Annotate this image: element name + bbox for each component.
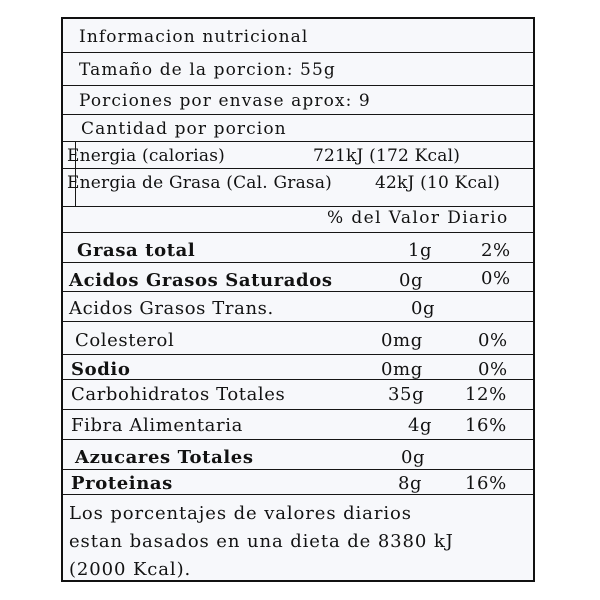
nutrient-row	[63, 321, 533, 355]
nutrient-row	[63, 439, 533, 470]
nutrient-name: Proteinas	[71, 473, 173, 494]
nutrient-daily-value: 12%	[465, 384, 507, 405]
nutrient-daily-value: 0%	[481, 268, 511, 289]
nutrient-amount: 0g	[401, 447, 426, 468]
daily-value-header-row	[63, 206, 533, 233]
nutrient-daily-value: 2%	[481, 240, 511, 261]
nutrient-amount: 0g	[411, 298, 436, 319]
energy-row	[63, 141, 533, 169]
footnote-line: (2000 Kcal).	[69, 559, 192, 580]
label-title: Informacion nutricional	[79, 27, 309, 47]
nutrient-amount: 1g	[408, 240, 433, 261]
fat-energy-value: 42kJ (10 Kcal)	[375, 173, 501, 193]
nutrient-amount: 8g	[398, 473, 423, 494]
amount-per-serving: Cantidad por porcion	[81, 119, 287, 139]
nutrient-name: Azucares Totales	[75, 447, 254, 468]
nutrient-name: Acidos Grasos Trans.	[69, 298, 274, 319]
nutrient-name: Acidos Grasos Saturados	[69, 270, 333, 291]
footnote-line: estan basados en una dieta de 8380 kJ	[69, 531, 454, 552]
nutrient-name: Colesterol	[75, 330, 175, 351]
nutrient-row	[63, 291, 533, 322]
nutrient-row	[63, 379, 533, 410]
serving-size: Tamaño de la porcion: 55g	[79, 60, 336, 80]
nutrient-amount: 0g	[399, 270, 424, 291]
nutrient-name: Sodio	[71, 359, 131, 380]
nutrient-row	[63, 262, 533, 292]
nutrient-amount: 0mg	[381, 330, 423, 351]
energy-value: 721kJ (172 Kcal)	[313, 146, 461, 166]
nutrient-amount: 4g	[408, 415, 433, 436]
nutrient-amount: 0mg	[381, 359, 423, 380]
nutrient-row	[63, 409, 533, 440]
nutrient-amount: 35g	[388, 384, 425, 405]
energy-label: Energia (calorias)	[67, 146, 226, 166]
footnote-line: Los porcentajes de valores diarios	[69, 503, 412, 524]
footnote-text	[69, 500, 454, 584]
nutrient-name: Grasa total	[77, 240, 196, 261]
nutrient-daily-value: 0%	[478, 330, 508, 351]
nutrition-facts-label	[61, 17, 535, 582]
nutrient-row	[63, 354, 533, 380]
fat-energy-row	[63, 168, 533, 207]
servings-per-container: Porciones por envase aprox: 9	[79, 91, 371, 111]
header-title-row	[63, 19, 533, 52]
nutrient-row	[63, 232, 533, 263]
fat-energy-label: Energia de Grasa (Cal. Grasa)	[67, 173, 333, 193]
serving-size-row	[63, 52, 533, 86]
nutrient-daily-value: 0%	[478, 359, 508, 380]
energy-left-border	[75, 141, 76, 206]
nutrient-name: Fibra Alimentaria	[71, 415, 243, 436]
nutrient-daily-value: 16%	[465, 473, 507, 494]
footnote-row	[63, 494, 533, 581]
nutrient-daily-value: 16%	[465, 415, 507, 436]
amount-per-serving-row	[63, 114, 533, 142]
nutrient-name: Carbohidratos Totales	[71, 384, 286, 405]
nutrient-row	[63, 469, 533, 495]
daily-value-header: % del Valor Diario	[327, 208, 509, 228]
servings-per-container-row	[63, 85, 533, 115]
